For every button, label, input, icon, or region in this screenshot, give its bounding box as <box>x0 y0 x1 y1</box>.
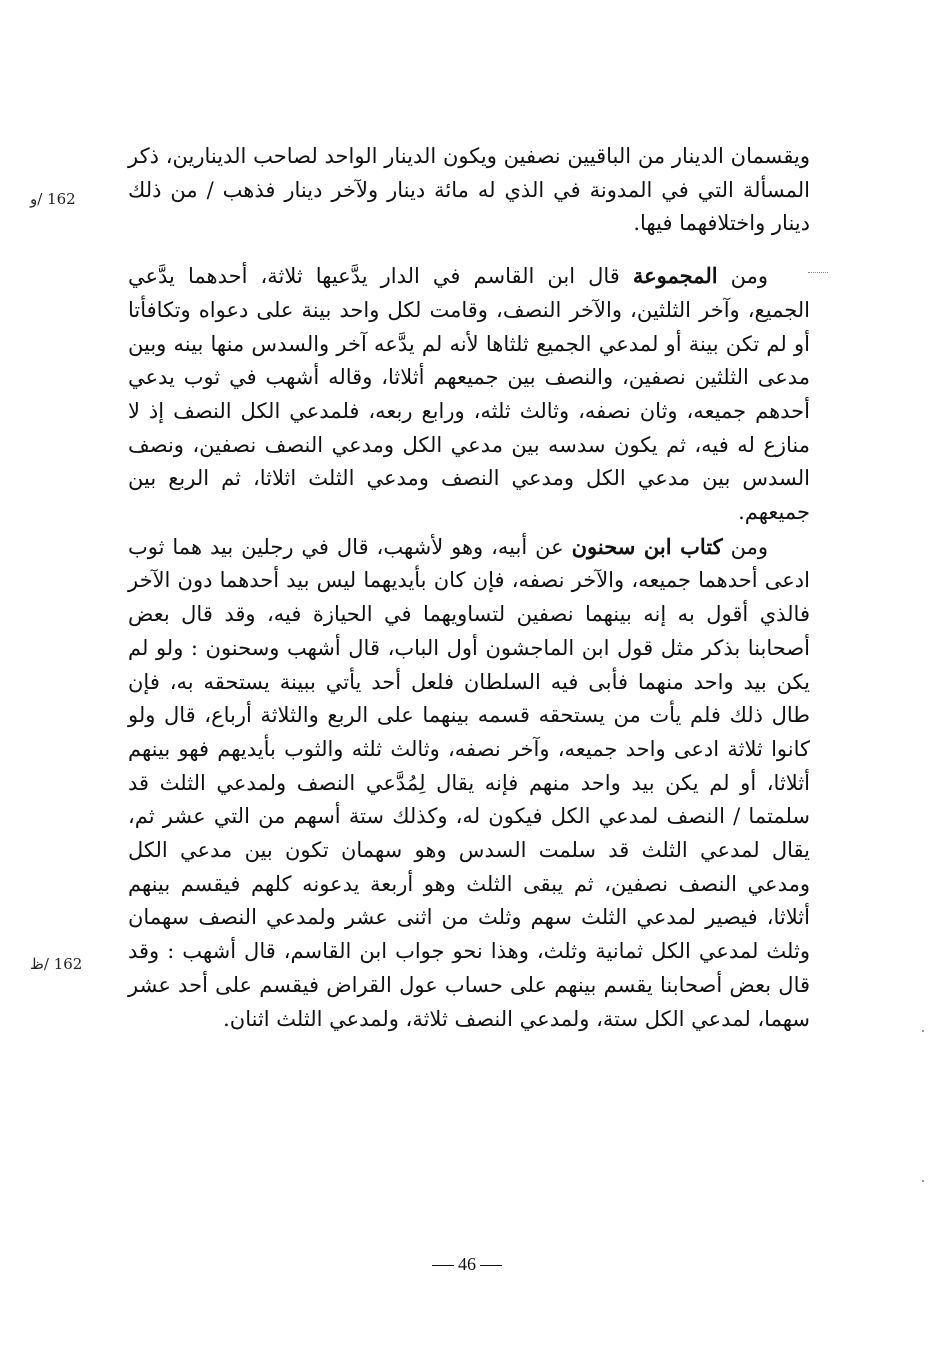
paragraph-3 <box>128 530 810 1037</box>
paragraph-2-text: قال ابن القاسم في الدار يدَّعيها ثلاثة، أحدهما يدَّعي الجميع، وآخر الثلثين، والآخر النصف، وقامت لكل واحد بينة على دعواه وتكافأتا أو لم تكن بينة أو لمدعي الجميع ثلثاها لأنه لم يدَّعه آخر والسدس منها بينه وبين مدعى الثلثين نصفين، والنصف بين جميعهم أثلاثا، وقاله أشهب في ثوب يدعي أحدهم جميعه، وثان نصفه، وثالث ثلثه، ورابع ربعه، فلمدعي الكل النصف إذ لا منازع له فيه، ثم يكون سدسه بين مدعي الكل ومدعي النصف نصفين، ونصف السدس بين مدعي الكل ومدعي النصف ومدعي الثلث اثلاثا، ثم الربع بين جميعهم. <box>128 264 810 525</box>
scan-speck <box>922 1180 924 1182</box>
paragraph-3-lead: ومن <box>722 534 768 559</box>
paragraph-3-text: عن أبيه، وهو لأشهب، قال في رجلين بيد هما ثوب ادعى أحدهما جميعه، والآخر نصفه، فإن كان بأيديهما ليس بيد أحدهما دون الآخر فالذي أقول به إنه بينهما نصفين لتساويهما في الحيازة فيه، وقد قال بعض أصحابنا بذكر مثل قول ابن الماجشون أول الباب، قال أشهب وسحنون : ولو لم يكن بيد واحد منهما فأبى فيه السلطان فلعل أحد يأتي ببينة يستحقه به، فإن طال ذلك فلم يأت من يستحقه قسمه بينهما على الربع والثلاثة أرباع، قال ولو كانوا ثلاثة ادعى واحد جميعه، وآخر نصفه، وثالث ثلثه والثوب بأيديهم فهو بينهم أثلاثا، أو لم يكن بيد واحد منهم فإنه يقال لِمُدَّعي النصف ولمدعي الثلث قد سلمتما / النصف لمدعي الكل فيكون له، وكذلك ستة أسهم من التي عشر ثم، يقال لمدعي الثلث قد سلمت السدس وهو سهمان تكون بين مدعي الكل ومدعي النصف نصفين، ثم يبقى الثلث وهو أربعة يدعونه كلهم فيقسم بينهم أثلاثا، فيصير لمدعي الثلث سهم وثلث من اثنى عشر ولمدعي النصف سهمان وثلث لمدعي الكل ثمانية وثلث، وهذا نحو جواب ابن القاسم، قال أشهب : وقد قال بعض أصحابنا يقسم بينهم على حساب عول القراض فيقسم على أحد عشر سهما، لمدعي الكل ستة، ولمدعي النصف ثلاثة، ولمدعي الثلث اثنان. <box>128 534 810 1031</box>
folio-marker-recto: 162 /و <box>30 190 76 208</box>
folio-marker-verso: 162 /ظ <box>30 955 83 973</box>
page-body <box>128 140 810 1036</box>
paragraph-2 <box>128 259 810 530</box>
paragraph-1-text: ويقسمان الدينار من الباقيين نصفين ويكون الدينار الواحد لصاحب الدينارين، ذكر المسألة التي في المدونة في الذي له مائة دينار ولآخر دينار فذهب / من ذلك دينار واختلافهما فيها. <box>128 144 810 236</box>
page-number <box>0 1254 934 1275</box>
paragraph-2-lead: ومن <box>717 264 768 289</box>
margin-dotted-rule <box>808 272 828 273</box>
paragraph-2-source-title: المجموعة <box>632 263 718 289</box>
paragraph-1 <box>128 140 810 241</box>
paragraph-3-source-title: كتاب ابن سحنون <box>571 533 723 559</box>
scan-speck <box>922 1030 924 1032</box>
page-number-value: 46 <box>458 1254 476 1274</box>
